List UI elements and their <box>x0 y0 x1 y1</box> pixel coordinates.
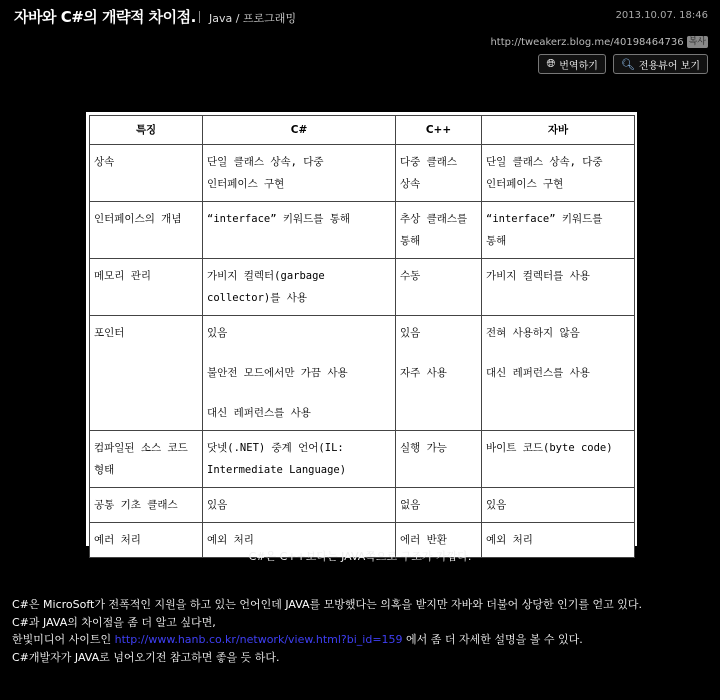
cell-text: 다중 클래스 <box>400 156 458 168</box>
header-cpp: C++ <box>396 116 482 145</box>
post-date: 2013.10.07. 18:46 <box>615 10 708 21</box>
translate-button[interactable] <box>538 54 605 74</box>
post-url[interactable]: http://tweakerz.blog.me/40198464736 <box>490 36 684 48</box>
table-cell-cpp <box>396 431 482 488</box>
cell-text: 인터페이스 구현 <box>486 178 564 190</box>
cell-text: “interface” 키워드를 <box>486 213 603 225</box>
cell-text: 대신 레퍼런스를 사용 <box>486 367 590 379</box>
cell-text: 단일 클래스 상속, 다중 <box>486 156 603 168</box>
table-cell-feature <box>90 488 203 523</box>
title-separator <box>199 11 200 23</box>
cell-text: 실행 가능 <box>400 442 447 454</box>
table-cell-feature <box>90 202 203 259</box>
body-line-3-before: 한빛미디어 사이트인 <box>12 633 115 646</box>
cell-text: 있음 <box>486 499 507 511</box>
cell-text: 수동 <box>400 270 421 282</box>
cell-gap <box>400 344 477 362</box>
cell-text: 메모리 관리 <box>94 270 152 282</box>
post-toolbar <box>538 54 708 74</box>
table-cell-csharp <box>203 202 396 259</box>
table-cell-java <box>482 488 635 523</box>
cell-text: 바이트 코드(byte code) <box>486 442 613 454</box>
post-title: 자바와 C#의 개략적 차이점. <box>14 8 196 26</box>
cell-text: 인터페이스 구현 <box>207 178 285 190</box>
cell-text: 포인터 <box>94 327 125 339</box>
table-cell-csharp <box>203 316 396 431</box>
body-line-1: C#은 MicroSoft가 전폭적인 지원을 하고 있는 언어인데 JAVA를 모방했다는 의혹을 받지만 자바와 더불어 상당한 인기를 얻고 있다. <box>12 598 643 611</box>
table-cell-java <box>482 259 635 316</box>
table-cell-feature <box>90 316 203 431</box>
body-line-3-after: 에서 좀 더 자세한 설명을 볼 수 있다. <box>402 633 583 646</box>
table-row <box>90 145 635 202</box>
url-row <box>490 36 708 48</box>
cell-text: 있음 <box>207 499 228 511</box>
cell-text: 에러 반환 <box>400 534 447 546</box>
post-category[interactable]: Java / 프로그래밍 <box>209 12 297 25</box>
table-cell-cpp <box>396 145 482 202</box>
table-cell-java <box>482 316 635 431</box>
viewer-button[interactable] <box>613 54 708 74</box>
cell-text: 공통 기초 클래스 <box>94 499 178 511</box>
cell-text: 불안전 모드에서만 가끔 사용 <box>207 367 348 379</box>
post-body <box>12 596 642 666</box>
table-cell-java <box>482 202 635 259</box>
viewer-label: 전용뷰어 보기 <box>638 60 700 72</box>
header-java: 자바 <box>482 116 635 145</box>
cell-text: 예외 처리 <box>486 534 533 546</box>
cell-text: Intermediate Language) <box>207 464 347 476</box>
table-caption: C#은 C++보다는 JAVA쪽으로 구조가 가깝다. <box>248 550 472 563</box>
cell-text: 있음 <box>400 327 421 339</box>
table-cell-csharp <box>203 431 396 488</box>
hanb-link[interactable]: http://www.hanb.co.kr/network/view.html?bi_id=159 <box>114 633 403 646</box>
cell-text: 통해 <box>486 235 507 247</box>
cell-text: “interface” 키워드를 통해 <box>207 213 351 225</box>
table-cell-csharp <box>203 259 396 316</box>
table-row <box>90 259 635 316</box>
table-cell-cpp <box>396 488 482 523</box>
cell-text: 전혀 사용하지 않음 <box>486 327 580 339</box>
body-line-2: C#과 JAVA의 차이점을 좀 더 알고 싶다면, <box>12 615 216 629</box>
comparison-table <box>89 115 635 558</box>
header-csharp: C# <box>203 116 396 145</box>
table-cell-feature <box>90 431 203 488</box>
cell-text: 자주 사용 <box>400 367 447 379</box>
table-cell-feature <box>90 259 203 316</box>
table-cell-java <box>482 145 635 202</box>
cell-text: 통해 <box>400 235 421 247</box>
table-row <box>90 316 635 431</box>
cell-text: 상속 <box>94 156 115 168</box>
globe-icon: 🌐︎ <box>546 57 556 70</box>
table-cell-csharp <box>203 145 396 202</box>
body-line-3 <box>12 631 642 649</box>
cell-text: 컴파일된 소스 코드 <box>94 442 188 454</box>
cell-text: 예외 처리 <box>207 534 254 546</box>
cell-text: 형태 <box>94 464 115 476</box>
search-icon: 🔍︎ <box>620 57 635 71</box>
cell-text: 상속 <box>400 178 421 190</box>
body-line-4: C#개발자가 JAVA로 넘어오기전 참고하면 좋을 듯 하다. <box>12 650 280 664</box>
cell-gap <box>486 344 630 362</box>
header-feature: 특징 <box>90 116 203 145</box>
copy-url-button[interactable]: 복사 <box>688 37 706 47</box>
cell-gap <box>207 344 391 362</box>
cell-text: 인터페이스의 개념 <box>94 213 182 225</box>
table-body <box>90 145 635 558</box>
table-row <box>90 431 635 488</box>
table-header-row <box>90 116 635 145</box>
cell-text: 추상 클래스를 <box>400 213 468 225</box>
cell-text: 있음 <box>207 327 228 339</box>
table-cell-csharp <box>203 488 396 523</box>
cell-text: 가비지 컬렉터(garbage <box>207 270 325 282</box>
table-row <box>90 202 635 259</box>
cell-text: 가비지 컬렉터를 사용 <box>486 270 590 282</box>
cell-text: 대신 레퍼런스를 사용 <box>207 407 311 419</box>
cell-text: 예러 처리 <box>94 534 141 546</box>
cell-text: 닷넷(.NET) 중계 언어(IL: <box>207 442 344 454</box>
cell-text: collector)를 사용 <box>207 292 307 304</box>
cell-text: 없음 <box>400 499 421 511</box>
comparison-table-frame <box>86 112 637 546</box>
table-row <box>90 488 635 523</box>
translate-label: 번역하기 <box>559 60 598 72</box>
table-cell-cpp <box>396 316 482 431</box>
table-cell-cpp <box>396 259 482 316</box>
cell-gap <box>207 384 391 402</box>
table-cell-java <box>482 431 635 488</box>
table-cell-feature <box>90 145 203 202</box>
cell-text: 단일 클래스 상속, 다중 <box>207 156 324 168</box>
table-cell-cpp <box>396 202 482 259</box>
